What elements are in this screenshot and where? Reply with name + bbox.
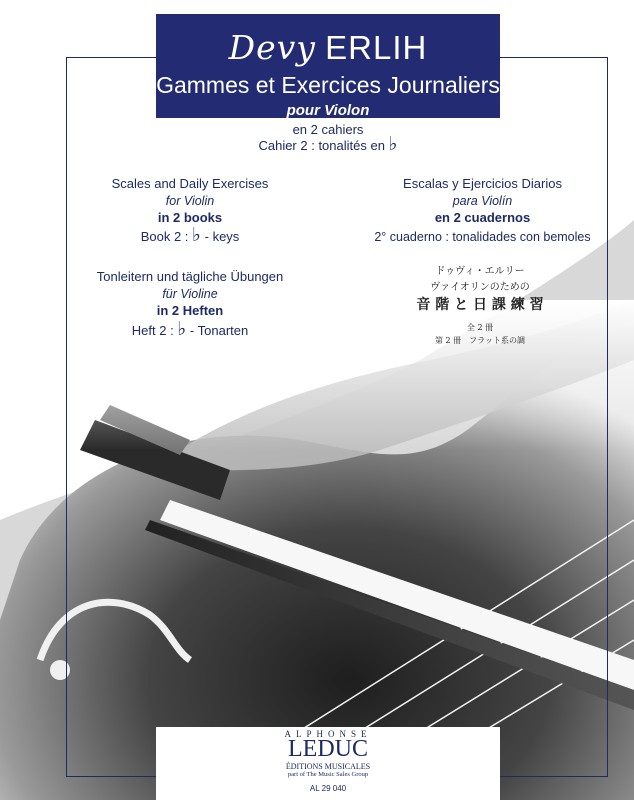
- german-instrument: für Violine: [162, 287, 218, 301]
- german-volumes: in 2 Heften: [156, 303, 224, 318]
- german-book-prefix: Heft 2 :: [131, 323, 174, 338]
- english-book-line: [70, 224, 310, 246]
- spanish-title: Escalas y Ejercicios Diarios: [403, 176, 562, 191]
- spanish-book: 2° cuaderno : tonalidades con bemoles: [374, 230, 591, 244]
- publisher-top: ALPHONSE: [284, 729, 372, 739]
- french-book-text: Cahier 2 : tonalités en: [258, 138, 385, 153]
- german-title: Tonleitern und tägliche Übungen: [96, 269, 284, 284]
- composer-first-name: Devy: [228, 28, 316, 67]
- publisher-editions: ÉDITIONS MUSICALES: [285, 762, 371, 771]
- catalog-number: AL 29 040: [309, 784, 347, 793]
- main-title: Gammes et Exercices Journaliers: [156, 72, 500, 98]
- flat-symbol: ♭: [192, 224, 201, 246]
- english-book-prefix: Book 2 :: [140, 229, 189, 244]
- instrument-subtitle: pour Violon: [286, 102, 370, 119]
- flat-symbol: ♭: [388, 133, 398, 155]
- publisher-logo: [156, 727, 500, 800]
- title-banner: [156, 14, 500, 118]
- german-book-suffix: - Tonarten: [189, 323, 249, 338]
- english-title: Scales and Daily Exercises: [111, 176, 269, 191]
- japanese-volumes: 全 2 冊: [466, 323, 494, 332]
- composer-last-name: ERLIH: [325, 29, 428, 66]
- flat-symbol: ♭: [177, 318, 187, 340]
- french-book-line: [156, 133, 500, 155]
- spanish-instrument: para Violín: [452, 194, 513, 208]
- english-volumes: in 2 books: [157, 210, 223, 225]
- english-book-suffix: - keys: [204, 229, 240, 244]
- japanese-composer: ドゥヴィ・エルリー: [435, 266, 525, 277]
- french-volumes: en 2 cahiers: [292, 122, 364, 137]
- japanese-instrument: ヴァイオリンのための: [430, 282, 530, 293]
- cover-frame: [66, 57, 608, 777]
- spanish-volumes: en 2 cuadernos: [434, 210, 531, 225]
- english-instrument: for Violin: [165, 194, 215, 208]
- composer-name: [156, 30, 500, 66]
- publisher-group: part of The Music Sales Group: [287, 771, 369, 778]
- japanese-title: 音 階 と 日 課 練 習: [416, 297, 544, 313]
- japanese-book: 第 2 冊 フラット系の調: [434, 336, 525, 345]
- german-book-line: [60, 318, 320, 340]
- publisher-name: LEDUC: [288, 736, 368, 762]
